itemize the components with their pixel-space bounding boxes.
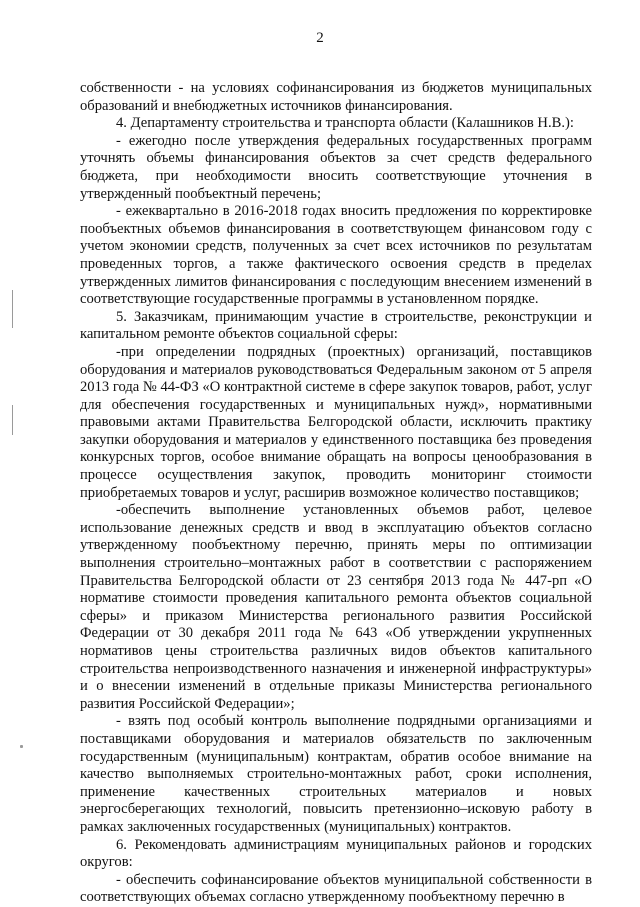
paragraph: - взять под особый контроль выполнение подрядными организациями и поставщиками оборудования и материалов обязательств по заключенным государственным (муниципальным) контрактам, обратив особое внимание на качество выполняемых строительно-монтажных работ, сроки исполнения, применение качественных строительных материалов и новых энергосберегающих технологий, повысить претензионно–исковую работу в рамках заключенных государственных (муниципальных) контрактов. <box>80 713 592 835</box>
paragraph: 4. Департаменту строительства и транспорта области (Калашников Н.В.): <box>116 115 574 132</box>
margin-scan-dot <box>20 745 23 748</box>
page-number: 2 <box>316 30 324 46</box>
paragraph: - ежеквартально в 2016-2018 годах вносить предложения по корректировке пообъектных объемов финансирования в соответствующем финансовом году с учетом экономии средств, полученных за счет всех источников по результатам проведенных торгов, а также фактического освоения средств в пределах утвержденных лимитов финансирования с последующим внесением изменений в соответствующие государственные программы в установленном порядке. <box>80 203 592 308</box>
document-body <box>80 80 592 907</box>
margin-scan-mark-middle <box>12 405 13 435</box>
paragraph: - обеспечить софинансирование объектов муниципальной собственности в соответствующих объемах согласно утвержденному пообъектному перечню в <box>80 871 592 906</box>
paragraph: 6. Рекомендовать администрациям муниципальных районов и городских округов: <box>80 836 592 871</box>
paragraph: - ежегодно после утверждения федеральных государственных программ уточнять объемы финансирования объектов за счет средств федерального бюджета, при необходимости вносить соответствующие уточнения в утвержденный пообъектный перечень; <box>80 132 592 202</box>
paragraph: -при определении подрядных (проектных) организаций, поставщиков оборудования и материалов руководствоваться Федеральным законом от 5 апреля 2013 года № 44-ФЗ «О контрактной системе в сфере закупок товаров, работ, услуг для обеспечения государственных и муниципальных нужд», нормативными правовыми актами Правительства Белгородской области, исключить практику закупки оборудования и материалов у единственного поставщика без проведения конкурсных торгов, особое внимание обращать на вопросы ценообразования в процессе осуществления закупок, проводить мониторинг стоимости приобретаемых товаров и услуг, расширив возможное количество поставщиков; <box>80 343 592 501</box>
paragraph: -обеспечить выполнение установленных объемов работ, целевое использование денежных средств и ввод в эксплуатацию объектов согласно утвержденному пообъектному перечню, принять меры по оптимизации выполнения строительно–монтажных работ в соответствии с распоряжением Правительства Белгородской области от 23 сентября 2013 года № 447-рп «О нормативе стоимости проведения капитального ремонта объектов социальной сферы» и приказом Министерства регионального развития Российской Федерации от 30 декабря 2011 года № 643 «Об утверждении укрупненных нормативов цены строительства различных видов объектов капитального строительства непроизводственного назначения и инженерной инфраструктуры» и о внесении изменений в отдельные приказы Министерства регионального развития Российской Федерации»; <box>80 502 592 712</box>
paragraph: 5. Заказчикам, принимающим участие в строительстве, реконструкции и капитальном ремонте объектов социальной сферы: <box>80 308 592 343</box>
paragraph: собственности - на условиях софинансирования из бюджетов муниципальных образований и внебюджетных источников финансирования. <box>80 80 592 114</box>
margin-scan-mark-upper <box>12 290 13 328</box>
